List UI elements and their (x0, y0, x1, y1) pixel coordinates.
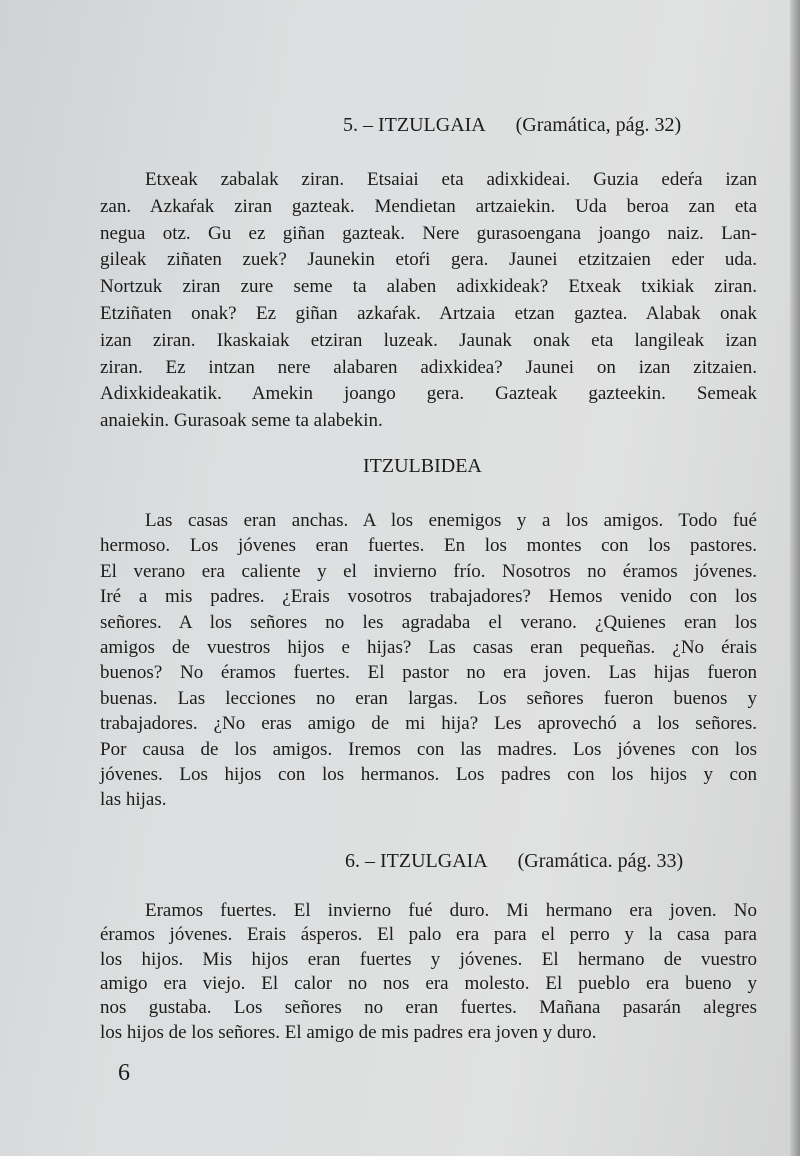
text-line: Adixkideakatik. Amekin joango gera. Gazteak gazteekin. Semeak (100, 383, 757, 405)
text-line: las hijas. (100, 789, 167, 811)
text-line: negua otz. Gu ez giñan gazteak. Nere gurasoengana joango naiz. Lan- (100, 222, 757, 244)
text-line: Eramos fuertes. El invierno fué duro. Mi hermano era joven. No (145, 900, 757, 921)
page-number: 6 (118, 1060, 130, 1086)
translation-heading: ITZULBIDEA (363, 455, 482, 477)
section-6-title: 6. – ITZULGAIA (345, 850, 487, 872)
section-5-reference: (Gramática, pág. 32) (515, 114, 682, 136)
text-line: buenas. Las lecciones no eran largas. Los señores fueron buenos y (100, 687, 757, 709)
text-line: éramos jóvenes. Erais ásperos. El palo era para el perro y la casa para (100, 924, 757, 946)
text-line: amigo era viejo. El calor no nos era molesto. El pueblo era bueno y (100, 972, 757, 994)
text-line: Etziñaten onak? Ez giñan azkaŕak. Artzaia etzan gaztea. Alabak onak (100, 303, 757, 324)
text-line: los hijos de los señores. El amigo de mis padres era joven y duro. (100, 1021, 597, 1043)
text-line: nos gustaba. Los señores no eran fuertes. Mañana pasarán alegres (100, 997, 757, 1019)
page-edge-shadow (790, 0, 800, 1156)
section-6-heading (345, 850, 683, 873)
text-line: Etxeak zabalak ziran. Etsaiai eta adixkideai. Guzia edeŕa izan (145, 169, 757, 190)
text-line: señores. A los señores no les agradaba el verano. ¿Quienes eran los (100, 611, 757, 633)
section-5-title: 5. – ITZULGAIA (343, 114, 485, 136)
section-6-reference: (Gramática. pág. 33) (517, 850, 684, 872)
text-line: Por causa de los amigos. Iremos con las madres. Los jóvenes con los (100, 738, 757, 760)
text-line: trabajadores. ¿No eras amigo de mi hija? Les aprovechó a los señores. (100, 713, 757, 735)
text-line: hermoso. Los jóvenes eran fuertes. En los montes con los pastores. (100, 535, 757, 557)
text-line: amigos de vuestros hijos e hijas? Las casas eran pequeñas. ¿No érais (100, 637, 757, 658)
text-line: El verano era caliente y el invierno frío. Nosotros no éramos jóvenes. (100, 560, 757, 582)
text-line: ziran. Ez intzan nere alabaren adixkidea? Jaunei on izan zitzaien. (100, 356, 757, 378)
section-5-heading (343, 114, 681, 137)
text-line: izan ziran. Ikaskaiak etziran luzeak. Jaunak onak eta langileak izan (100, 329, 757, 351)
text-line: buenos? No éramos fuertes. El pastor no era joven. Las hijas fueron (100, 662, 757, 684)
text-line: Nortzuk ziran zure seme ta alaben adixkideak? Etxeak txikiak ziran. (100, 276, 757, 298)
text-line: gileak ziñaten zuek? Jaunekin etoŕi gera. Jaunei etzitzaien eder uda. (100, 249, 757, 271)
text-line: Iré a mis padres. ¿Erais vosotros trabajadores? Hemos venido con los (100, 586, 757, 608)
text-line: jóvenes. Los hijos con los hermanos. Los padres con los hijos y con (100, 764, 757, 785)
text-line: zan. Azkaŕak ziran gazteak. Mendietan artzaiekin. Uda beroa zan eta (100, 195, 757, 217)
text-line: Las casas eran anchas. A los enemigos y a los amigos. Todo fué (145, 510, 757, 531)
text-line: los hijos. Mis hijos eran fuertes y jóvenes. El hermano de vuestro (100, 948, 757, 970)
text-line: anaiekin. Gurasoak seme ta alabekin. (100, 410, 383, 432)
